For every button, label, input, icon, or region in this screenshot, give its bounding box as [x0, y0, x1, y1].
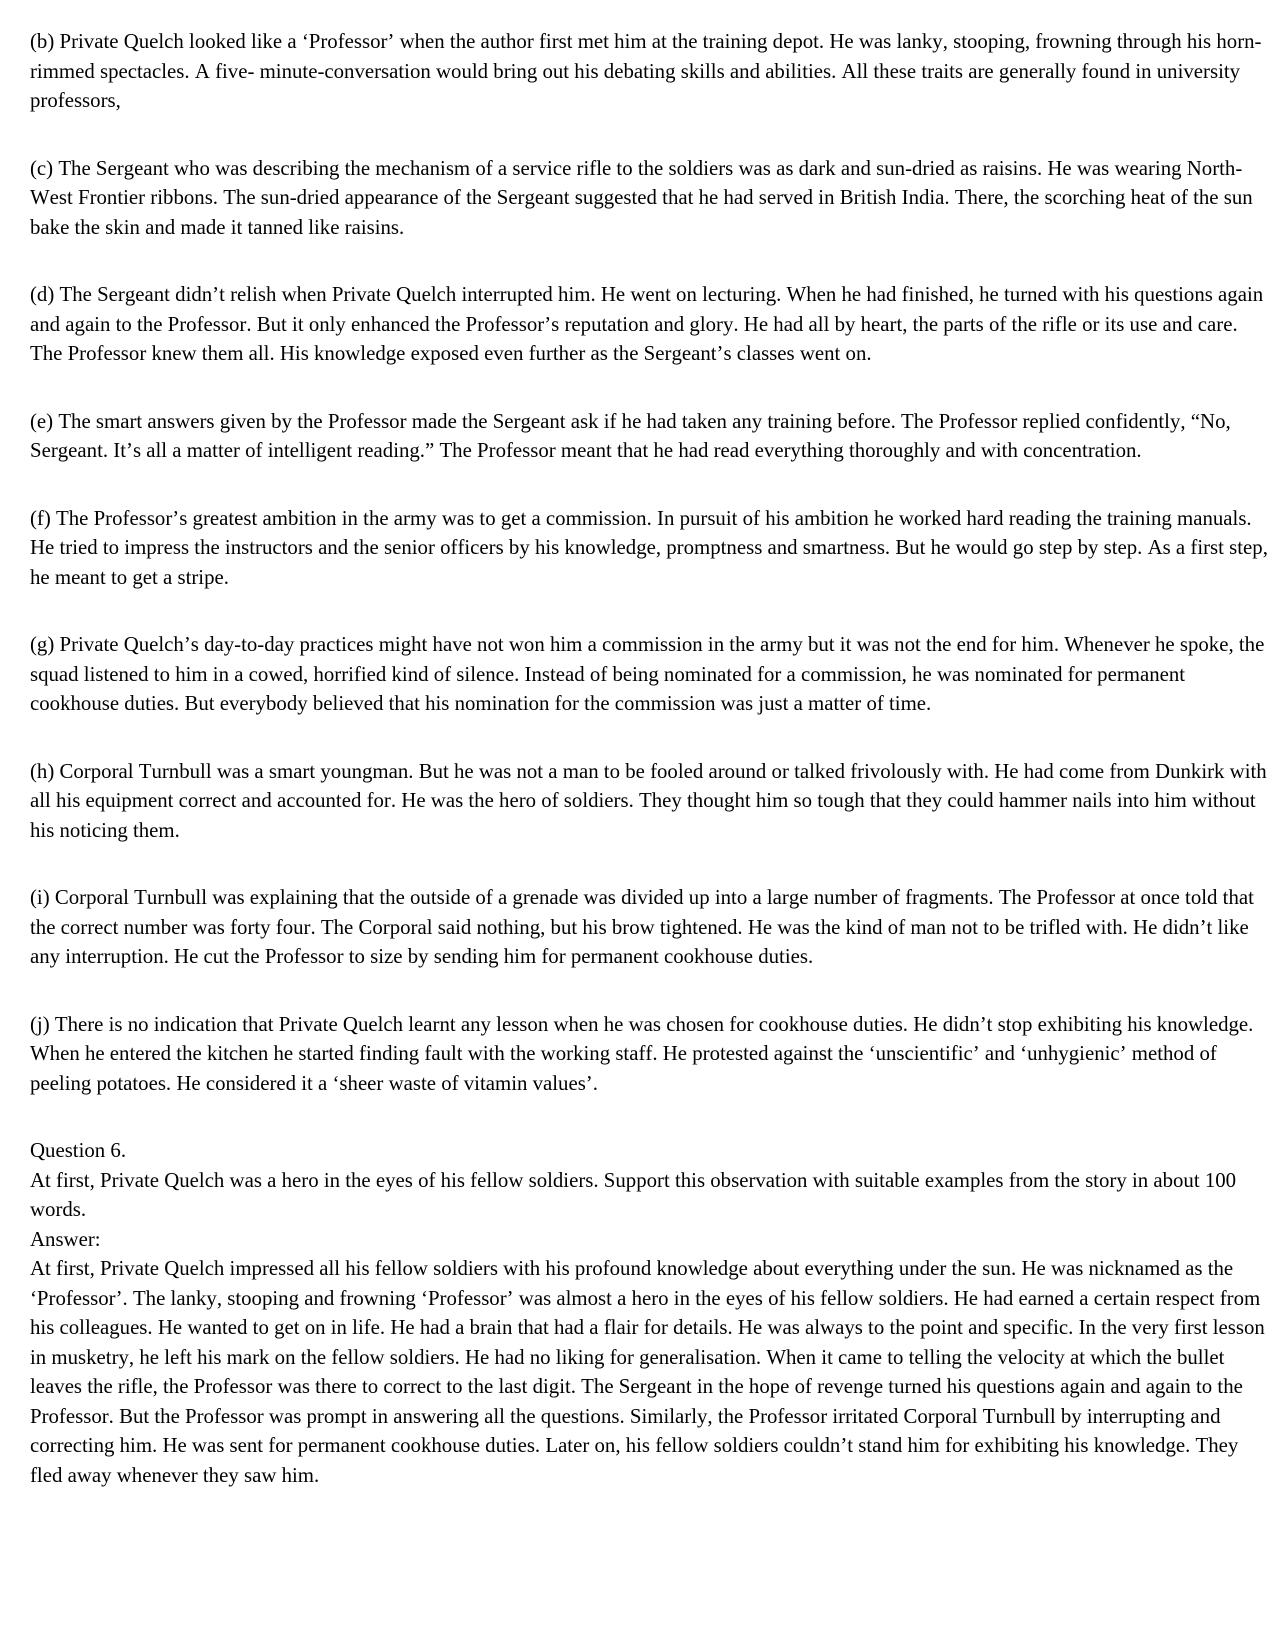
paragraph-c: (c) The Sergeant who was describing the mechanism of a service rifle to the soldiers was as dark and sun-dried as raisins. He was wearing North-West Frontier ribbons. The sun-dried appearance of the Sergeant suggested that he had served in British India. There, the scorching heat of the sun bake the skin and made it tanned like raisins.: [30, 155, 1253, 239]
paragraph-j: (j) There is no indication that Private Quelch learnt any lesson when he was chosen for cookhouse duties. He didn’t stop exhibiting his knowledge. When he entered the kitchen he started finding fault with the working staff. He protested against the ‘unscientific’ and ‘unhygienic’ method of peeling potatoes. He considered it a ‘sheer waste of vitamin values’.: [30, 1011, 1254, 1095]
paragraph-d: (d) The Sergeant didn’t relish when Private Quelch interrupted him. He went on lecturing. When he had finished, he turned with his questions again and again to the Professor. But it only enhanced the Professor’s reputation and glory. He had all by heart, the parts of the rifle or its use and care. The Professor knew them all. His knowledge exposed even further as the Sergeant’s classes went on.: [30, 282, 1264, 365]
paragraph-i: (i) Corporal Turnbull was explaining that the outside of a grenade was divided up into a large number of fragments. The Professor at once told that the correct number was forty four. The Corporal said nothing, but his brow tightened. He was the kind of man not to be trifled with. He didn’t like any interruption. He cut the Professor to size by sending him for permanent cookhouse duties.: [30, 885, 1254, 968]
question-label: Question 6.: [30, 1138, 127, 1162]
answer-text: At first, Private Quelch impressed all his fellow soldiers with his profound knowledge about everything under the sun. He was nicknamed as the ‘Professor’. The lanky, stooping and frowning ‘Professor’ was almost a hero in the eyes of his fellow soldiers. He had earned a certain respect from his colleagues. He wanted to get on in life. He had a brain that had a flair for details. He was always to the point and specific. In the very first lesson in musketry, he left his mark on the fellow soldiers. He had no liking for generalisation. When it came to telling the velocity at which the bullet leaves the rifle, the Professor was there to correct to the last digit. The Sergeant in the hope of revenge turned his questions again and again to the Professor. But the Professor was prompt in answering all the questions. Similarly, the Professor irritated Corporal Turnbull by interrupting and correcting him. He was sent for permanent cookhouse duties. Later on, his fellow soldiers couldn’t stand him for exhibiting his knowledge. They fled away whenever they saw him.: [30, 1256, 1265, 1487]
question-text: At first, Private Quelch was a hero in the eyes of his fellow soldiers. Support this observation with suitable examples from the story in about 100 words.: [30, 1167, 1237, 1221]
paragraph-f: (f) The Professor’s greatest ambition in the army was to get a commission. In pursuit of his ambition he worked hard reading the training manuals. He tried to impress the instructors and the senior officers by his knowledge, promptness and smartness. But he would go step by step. As a first step, he meant to get a stripe.: [30, 505, 1268, 589]
question-block: [30, 1136, 1270, 1490]
paragraph-g: (g) Private Quelch’s day-to-day practices might have not won him a commission in the army but it was not the end for him. Whenever he spoke, the squad listened to him in a cowed, horrified kind of silence. Instead of being nominated for a commission, he was nominated for permanent cookhouse duties. But everybody believed that his nomination for the commission was just a matter of time.: [30, 632, 1265, 715]
answer-label: Answer:: [30, 1226, 101, 1251]
document-content: [30, 27, 1270, 1490]
paragraph-e: (e) The smart answers given by the Professor made the Sergeant ask if he had taken any training before. The Professor replied confidently, “No, Sergeant. It’s all a matter of intelligent reading.” The Professor meant that he had read everything thoroughly and with concentration.: [30, 408, 1231, 462]
paragraph-b: (b) Private Quelch looked like a ‘Professor’ when the author first met him at the training depot. He was lanky, stooping, frowning through his horn-rimmed spectacles. A five- minute-conversation would bring out his debating skills and abilities. All these traits are generally found in university professors,: [30, 29, 1262, 112]
paragraph-h: (h) Corporal Turnbull was a smart youngman. But he was not a man to be fooled around or talked frivolously with. He had come from Dunkirk with all his equipment correct and accounted for. He was the hero of soldiers. They thought him so tough that they could hammer nails into him without his noticing them.: [30, 758, 1267, 842]
